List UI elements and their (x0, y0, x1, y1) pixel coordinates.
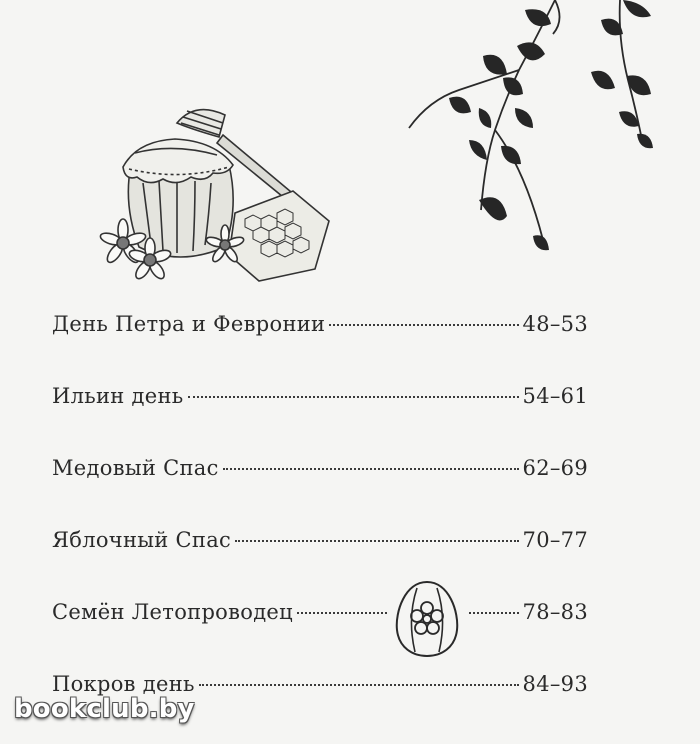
toc-entry-title: Покров день (52, 672, 195, 696)
toc-entry-title: Яблочный Спас (52, 528, 232, 552)
toc-entry-title: Медовый Спас (52, 456, 219, 480)
toc-entry[interactable] (52, 384, 588, 456)
toc-entry-title: Ильин день (52, 384, 184, 408)
toc-entry-pages: 78–83 (522, 600, 588, 624)
toc-dot-leader (223, 468, 519, 470)
toc-dot-leader (235, 540, 518, 542)
toc-entry-title: День Петра и Февронии (52, 312, 326, 336)
easter-egg-icon (387, 578, 467, 660)
watermark: bookclub.by (14, 694, 195, 724)
toc-entry-title: Семён Летопроводец (52, 600, 293, 624)
toc-entry-pages: 62–69 (522, 456, 588, 480)
birch-branch-icon (405, 0, 700, 265)
toc-dot-leader (199, 684, 519, 686)
toc-dot-leader (329, 324, 518, 326)
toc-entry[interactable] (52, 456, 588, 528)
toc-entry-pages: 48–53 (522, 312, 588, 336)
toc-entry[interactable] (52, 600, 588, 672)
table-of-contents (52, 312, 588, 744)
toc-entry-pages: 70–77 (522, 528, 588, 552)
toc-entry-pages: 54–61 (522, 384, 588, 408)
toc-entry-pages: 84–93 (522, 672, 588, 696)
toc-entry[interactable] (52, 312, 588, 384)
toc-dot-leader (188, 396, 519, 398)
toc-entry[interactable] (52, 528, 588, 600)
honey-jar-icon (95, 95, 345, 290)
